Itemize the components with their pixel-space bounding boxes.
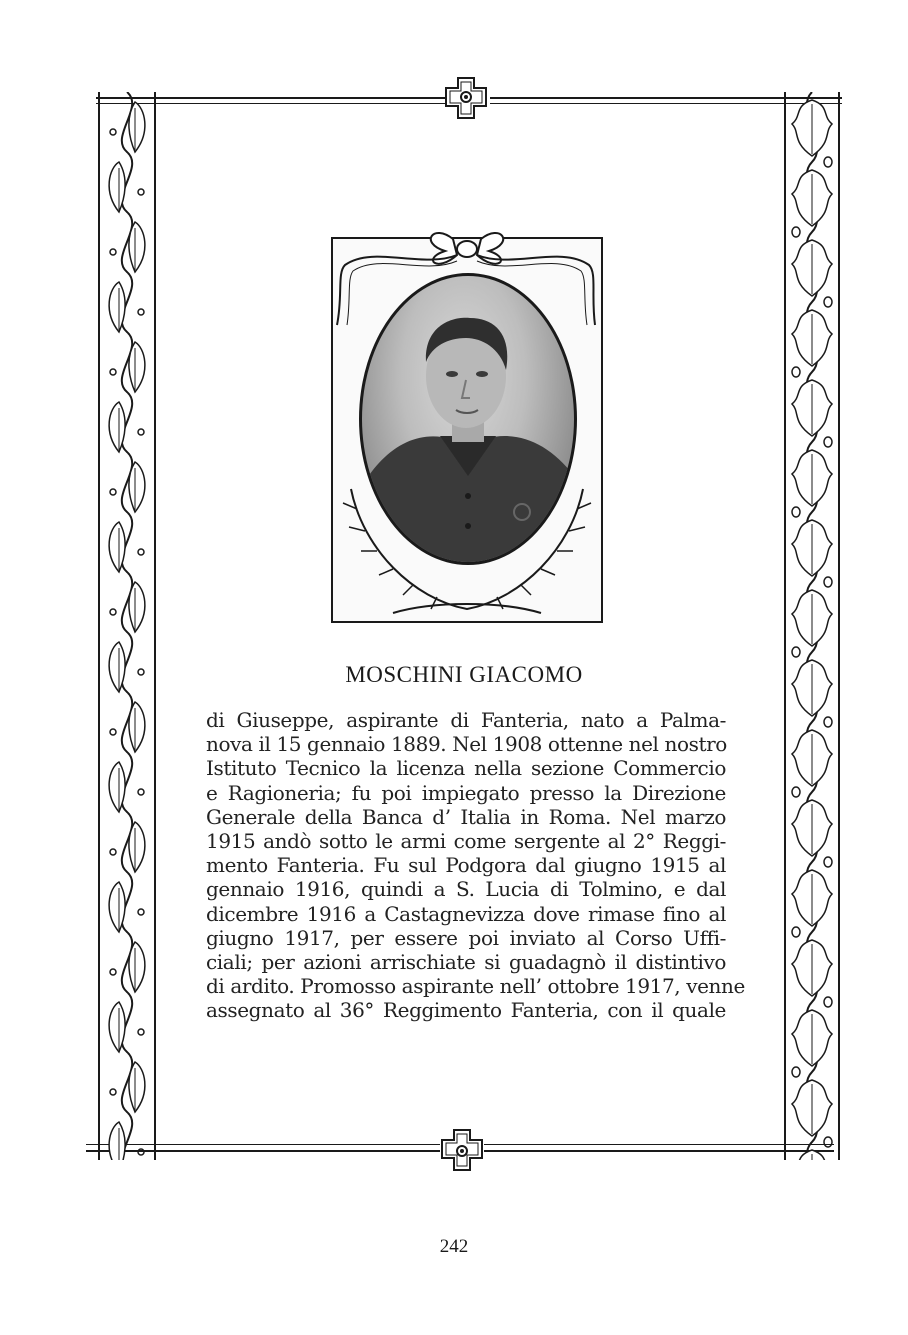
- page-number: 242: [439, 1236, 469, 1257]
- text-line: ciali; per azioni arrischiate si guadagnò il distintivo: [206, 950, 726, 975]
- text-line: e Ragioneria; fu poi impiegato presso la Direzione: [206, 780, 726, 805]
- text-line: mento Fanteria. Fu sul Podgora dal giugno 1915 al: [206, 853, 726, 878]
- cross-ornament-icon: [440, 1128, 484, 1172]
- text-line: assegnato al 36° Reggimento Fanteria, con il quale: [206, 998, 726, 1023]
- man-portrait-icon: [362, 276, 574, 562]
- oak-leaf-pattern-icon: [786, 92, 838, 1160]
- text-line: Generale della Banca d’ Italia in Roma. Nel marzo: [206, 804, 726, 829]
- text-line: dicembre 1916 a Castagnevizza dove rimase fino al: [206, 901, 726, 926]
- portrait-frame: [331, 237, 603, 623]
- bottom-rule: [484, 1150, 834, 1152]
- left-vine-border: [98, 92, 156, 1160]
- text-line: di ardito. Promosso aspirante nell’ ottobre 1917, venne: [206, 974, 745, 999]
- right-vine-border: [784, 92, 840, 1160]
- vine-leaf-pattern-icon: [100, 92, 154, 1160]
- text-line: gennaio 1916, quindi a S. Lucia di Tolmino, e dal: [206, 877, 726, 902]
- text-line: Istituto Tecnico la licenza nella sezione Commercio: [206, 756, 726, 781]
- text-line: nova il 15 gennaio 1889. Nel 1908 ottenne nel nostro: [206, 732, 727, 757]
- portrait-photo: [359, 273, 577, 565]
- person-name-heading: MOSCHINI GIACOMO: [345, 662, 583, 687]
- text-line: 1915 andò sotto le armi come sergente al 2° Reggi-: [206, 829, 726, 854]
- text-line: di Giuseppe, aspirante di Fanteria, nato a Palma-: [206, 708, 726, 732]
- bottom-rule: [484, 1144, 834, 1145]
- cross-ornament-icon: [444, 76, 488, 120]
- biography-text: [206, 708, 745, 1023]
- text-line: giugno 1917, per essere poi inviato al Corso Uffi-: [206, 925, 726, 950]
